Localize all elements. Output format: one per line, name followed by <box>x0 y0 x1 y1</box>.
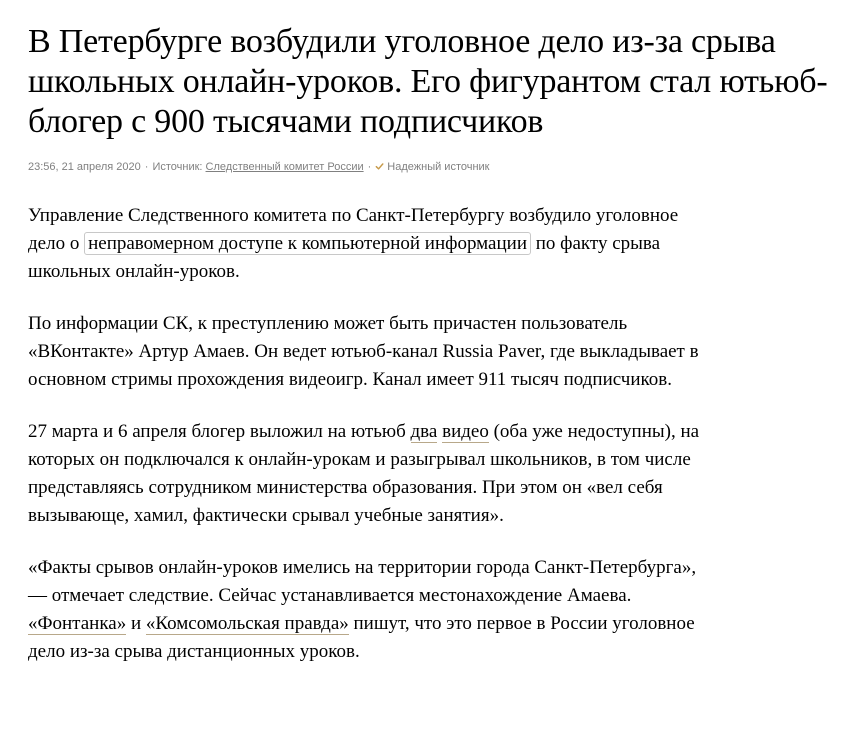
paragraph-text: и <box>126 613 146 634</box>
link-fontanka[interactable]: «Фонтанка» <box>28 613 127 634</box>
checkmark-icon <box>375 162 384 171</box>
article-meta <box>28 160 858 174</box>
paragraph-2: По информации СК, к преступлению может быть причастен пользователь «ВКонтакте» Артур Амаев. Он ведет ютьюб-канал Russia Paver, где выкладывает в основном стримы прохождения видеоигр. Канал имеет 911 тысяч подписчиков. <box>28 313 699 390</box>
reliability-badge: Надежный источник <box>387 161 490 173</box>
paragraph-text: Управление Следственного комитета по Санкт-Петербургу возбудило уголовное дело о <box>28 205 679 254</box>
paragraph-text: по факту срыва школьных онлайн-уроков. <box>28 233 661 282</box>
article-headline: В Петербурге возбудили уголовное дело из-за срыва школьных онлайн-уроков. Его фигурантом стал ютьюб-блогер с 900 тысячами подписчиков <box>28 23 828 140</box>
link-unauthorized-access[interactable]: неправомерном доступе к компьютерной информации <box>84 232 531 255</box>
paragraph-text: (оба уже недоступны), на которых он подключался к онлайн-урокам и разыгрывал школьников, в том числе представляясь сотрудником министерства образования. При этом он «вел себя вызывающе, хамил, фактически срывал учебные занятия». <box>28 421 700 526</box>
source-link[interactable]: Следственный комитет России <box>205 161 364 173</box>
meta-separator: · <box>144 161 149 173</box>
link-kp[interactable]: «Комсомольская правда» <box>145 613 349 634</box>
paragraph-text: 27 марта и 6 апреля блогер выложил на ютьюб <box>28 421 411 442</box>
link-video-1[interactable]: два <box>410 421 438 442</box>
paragraph-4 <box>28 554 708 666</box>
publish-time: 23:56, 21 апреля 2020 <box>28 161 141 173</box>
paragraph-1 <box>28 202 708 286</box>
article-body <box>28 202 708 666</box>
meta-separator: · <box>367 161 372 173</box>
source-label: Источник: <box>152 161 203 173</box>
paragraph-text: «Факты срывов онлайн-уроков имелись на территории города Санкт-Петербурга», — отмечает следствие. Сейчас устанавливается местонахождение Амаева. <box>28 557 697 606</box>
article <box>28 22 858 690</box>
link-video-2[interactable]: видео <box>442 421 489 442</box>
paragraph-3 <box>28 418 708 530</box>
paragraph-text: пишут, что это первое в России уголовное дело из-за срыва дистанционных уроков. <box>28 613 695 662</box>
